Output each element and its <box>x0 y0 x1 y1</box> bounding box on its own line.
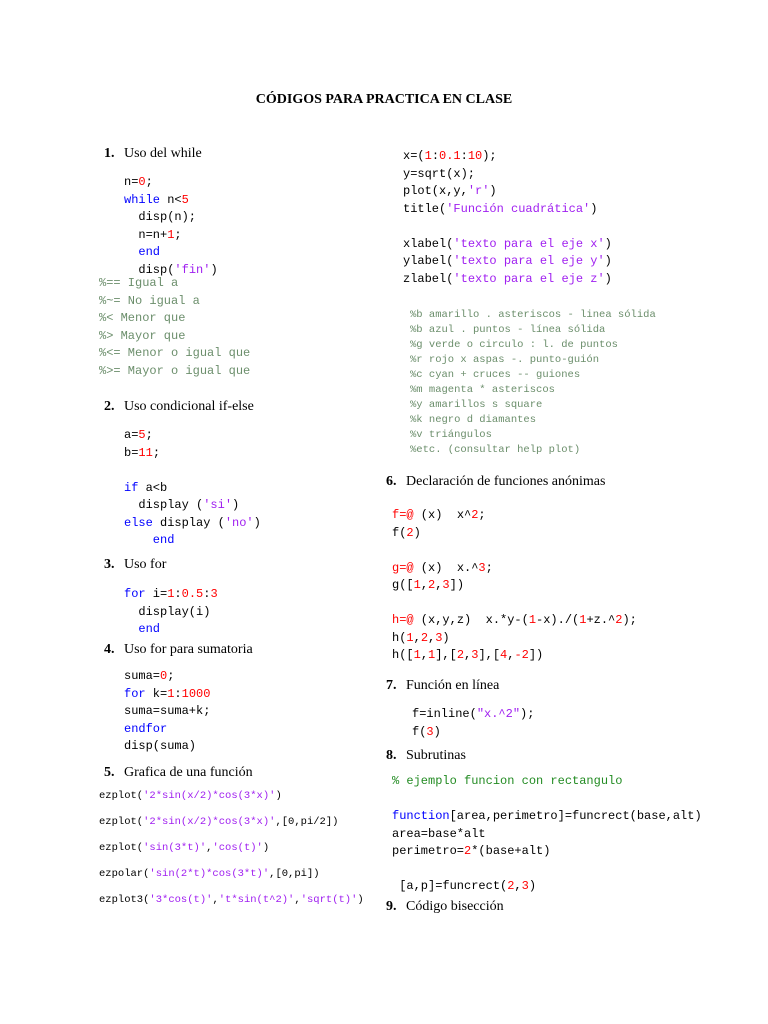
section-heading-for: 3. Uso for <box>104 557 167 572</box>
section-heading-inline: 7. Función en línea <box>386 678 500 693</box>
comment-line: %< Menor que <box>99 311 186 325</box>
code-line: h=@ (x,y,z) x.*y-(1-x)./(1+z.^2); <box>392 613 637 627</box>
code-block-while <box>124 174 218 279</box>
section-heading-sum: 4. Uso for para sumatoria <box>104 642 253 657</box>
section-heading-plot: 5. Grafica de una función <box>104 765 253 780</box>
code-block-ezplot <box>99 789 364 919</box>
comment-line: %<= Menor o igual que <box>99 346 251 360</box>
code-block-ifelse <box>124 427 261 550</box>
code-line: y=sqrt(x); <box>403 166 476 181</box>
code-line: xlabel('texto para el eje x') <box>403 236 612 251</box>
page-title: CÓDIGOS PARA PRACTICA EN CLASE <box>255 92 513 107</box>
section-heading-ifelse: 2. Uso condicional if-else <box>104 399 254 414</box>
code-line: n=n+1; <box>124 227 182 242</box>
comment-line: %>= Mayor o igual que <box>99 363 251 378</box>
code-line: n=0; <box>124 175 153 189</box>
code-line: ezpolar('sin(2*t)*cos(3*t)',[0,pi]) <box>99 868 320 880</box>
code-line <box>124 462 261 480</box>
code-block-sum <box>124 668 210 756</box>
comment-line: %v triángulos <box>410 429 492 441</box>
code-line <box>403 218 612 236</box>
code-line: disp(n); <box>124 210 197 224</box>
code-block-plot-styles <box>410 308 656 458</box>
code-line: for k=1:1000 <box>124 686 211 701</box>
code-line: a=5; <box>124 428 153 442</box>
code-line <box>392 542 637 560</box>
comment-line: %k negro d diamantes <box>410 414 537 426</box>
code-line: ezplot3('3*cos(t)','t*sin(t^2)','sqrt(t)') <box>99 894 364 906</box>
code-line: f=inline("x.^2"); <box>412 707 535 721</box>
code-block-subr <box>392 773 702 896</box>
code-line: f(3) <box>412 724 441 739</box>
code-line: f=@ (x) x^2; <box>392 508 486 522</box>
code-line: % ejemplo funcion con rectangulo <box>392 774 623 788</box>
code-line: suma=0; <box>124 669 175 683</box>
code-line: suma=suma+k; <box>124 704 211 718</box>
section-heading-anon: 6. Declaración de funciones anónimas <box>386 474 606 489</box>
code-line: [a,p]=funcrect(2,3) <box>392 879 537 893</box>
code-line: title('Función cuadrática') <box>403 201 598 216</box>
section-heading-subr: 8. Subrutinas <box>386 748 466 763</box>
code-line: ezplot('sin(3*t)','cos(t)') <box>99 842 270 854</box>
comment-line: %y amarillos s square <box>410 399 543 411</box>
code-block-inline <box>412 706 534 741</box>
code-line: display(i) <box>124 604 211 619</box>
code-block-for <box>124 586 218 639</box>
code-line: end <box>124 533 175 547</box>
code-line: g([1,2,3]) <box>392 578 465 592</box>
code-line <box>392 595 637 613</box>
code-line: end <box>124 622 161 636</box>
code-block-comparisons <box>99 275 250 380</box>
code-line: ezplot('2*sin(x/2)*cos(3*x)',[0,pi/2]) <box>99 816 339 828</box>
code-line: disp(suma) <box>124 739 197 753</box>
code-line: end <box>124 245 161 259</box>
code-line: ylabel('texto para el eje y') <box>403 254 612 268</box>
code-line: plot(x,y,'r') <box>403 184 497 198</box>
section-heading-while: 1. Uso del while <box>104 146 202 161</box>
code-line: function[area,perimetro]=funcrect(base,alt) <box>392 809 702 823</box>
comment-line: %== Igual a <box>99 276 179 290</box>
code-line: perimetro=2*(base+alt) <box>392 844 551 858</box>
code-line: endfor <box>124 721 168 736</box>
code-block-anon <box>392 507 637 665</box>
code-line: h(1,2,3) <box>392 630 450 645</box>
code-line: zlabel('texto para el eje z') <box>403 271 612 286</box>
code-line: area=base*alt <box>392 826 486 841</box>
code-line: x=(1:0.1:10); <box>403 149 497 163</box>
code-line: ezplot('2*sin(x/2)*cos(3*x)') <box>99 790 282 802</box>
comment-line: %b azul . puntos - línea sólida <box>410 324 606 336</box>
code-line: disp('fin') <box>124 262 218 277</box>
comment-line: %m magenta * asteriscos <box>410 384 555 396</box>
code-line: if a<b <box>124 480 168 495</box>
comment-line: %b amarillo . asteriscos - linea sólida <box>410 309 656 321</box>
comment-line: %etc. (consultar help plot) <box>410 444 581 456</box>
comment-line: %c cyan + cruces -- guiones <box>410 369 581 381</box>
code-line: else display ('no') <box>124 515 261 530</box>
comment-line: %> Mayor que <box>99 328 186 343</box>
comment-line: %r rojo x aspas -. punto-guión <box>410 354 600 366</box>
comment-line: %~= No igual a <box>99 293 200 308</box>
code-line: while n<5 <box>124 192 189 207</box>
section-heading-biseccion: 9. Código bisección <box>386 899 504 914</box>
code-line: for i=1:0.5:3 <box>124 587 218 601</box>
code-line <box>392 791 702 809</box>
code-line <box>392 861 702 879</box>
comment-line: %g verde o circulo : l. de puntos <box>410 339 618 351</box>
code-line: f(2) <box>392 525 421 540</box>
code-line: b=11; <box>124 445 161 460</box>
code-line: display ('si') <box>124 498 240 512</box>
code-line: g=@ (x) x.^3; <box>392 560 493 575</box>
code-block-plot <box>403 148 612 288</box>
code-line: h([1,1],[2,3],[4,-2]) <box>392 648 544 662</box>
